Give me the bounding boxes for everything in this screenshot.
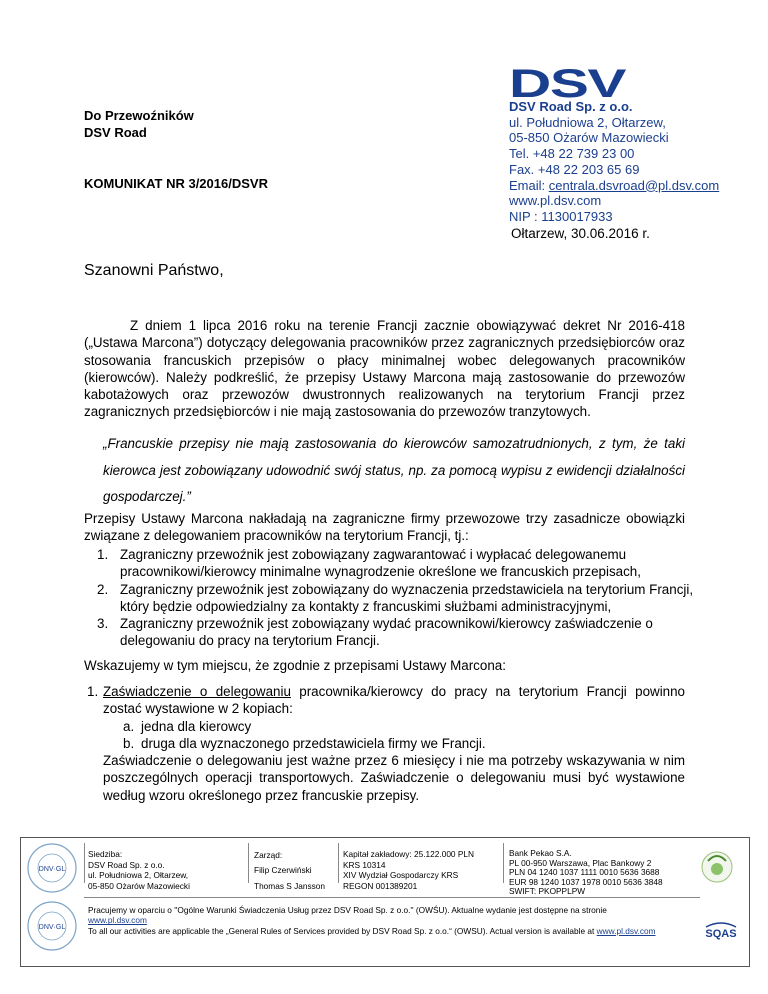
sub-text: jedna dla kierowcy bbox=[141, 719, 252, 734]
footer-note-en-line bbox=[88, 926, 708, 936]
item-underlined: Zaświadczenie o delegowaniu bbox=[103, 684, 291, 699]
company-info bbox=[509, 99, 719, 225]
footer-seat-line: 05-850 Ożarów Mazowiecki bbox=[88, 880, 190, 891]
footer-seat bbox=[88, 849, 190, 891]
divider bbox=[248, 843, 249, 883]
duties-list bbox=[84, 546, 704, 650]
list-item bbox=[84, 546, 704, 581]
footer-link-2[interactable]: www.pl.dsv.com bbox=[596, 925, 656, 936]
footer-seat-line: ul. Południowa 2, Ołtarzew, bbox=[88, 870, 189, 880]
sub-text: druga dla wyznaczonego przedstawiciela firmy we Francji. bbox=[141, 736, 486, 751]
footer-note-en: To all our activities are applicable the „General Rules of Services provided by DSV Road Sp. z o.o.“ (OWSU). Actual version is available at bbox=[88, 925, 597, 936]
item-certificate bbox=[87, 683, 686, 718]
footer-note-pl: Pracujemy w oparciu o ''Ogólne Warunki Świadczenia Usług przez DSV Road Sp. z o.o.'' (OWŚU). Aktualne wydanie jest dostępne na stronie bbox=[88, 905, 607, 915]
greeting: Szanowni Państwo, bbox=[84, 262, 224, 279]
divider bbox=[338, 843, 339, 883]
footer-bank-line: PLN 04 1240 1037 1111 0010 5636 3688 bbox=[509, 867, 660, 877]
company-nip: NIP : 1130017933 bbox=[509, 208, 613, 224]
addressee bbox=[84, 107, 194, 141]
dsv-logo-text: DSV bbox=[509, 66, 627, 100]
company-name: DSV Road Sp. z o.o. bbox=[509, 99, 633, 114]
item-continuation: Zaświadczenie o delegowaniu jest ważne przez 6 miesięcy i nie ma potrzeby wskazywania w nim poszczególnych operacji transportowych. Zaświadczenie o delegowaniu musi być wystawione według wzoru określonego przez francuskie przepisy. bbox=[103, 753, 685, 803]
badge-text-2: DNV·GL bbox=[38, 924, 66, 931]
footer-capital-line: Kapitał zakładowy: 25.122.000 PLN bbox=[343, 849, 474, 859]
dsv-logo bbox=[509, 66, 627, 100]
item-number: 1. bbox=[87, 684, 99, 699]
footer-separator bbox=[84, 897, 700, 898]
sub-letter: a. bbox=[123, 719, 135, 734]
paragraph-duties: Przepisy Ustawy Marcona nakładają na zagraniczne firmy przewozowe trzy zasadnicze obowiązki związane z delegowaniem pracowników na terytorium Francji, tj.: bbox=[84, 511, 685, 544]
footer-board-label: Zarząd: bbox=[254, 850, 283, 860]
company-email-line bbox=[509, 178, 719, 194]
sub-item-a bbox=[123, 718, 251, 735]
company-web[interactable]: www.pl.dsv.com bbox=[509, 193, 602, 209]
section-intro: Wskazujemy w tym miejscu, że zgodnie z przepisami Ustawy Marcona: bbox=[84, 658, 506, 673]
list-number: 1. bbox=[97, 547, 109, 562]
footer-seat-line: DSV Road Sp. z o.o. bbox=[88, 859, 165, 870]
footer-capital-line: XIV Wydział Gospodarczy KRS bbox=[343, 870, 459, 880]
footer-board-member: Filip Czerwiński bbox=[254, 865, 312, 875]
list-item bbox=[84, 581, 704, 616]
company-city: 05-850 Ożarów Mazowiecki bbox=[509, 130, 669, 146]
email-link[interactable]: centrala.dsvroad@pl.dsv.com bbox=[548, 177, 720, 193]
company-fax: Fax. +48 22 203 65 69 bbox=[509, 161, 640, 177]
list-number: 2. bbox=[97, 581, 109, 597]
sub-item-b bbox=[123, 735, 486, 752]
list-item bbox=[84, 615, 704, 650]
communique-number: KOMUNIKAT NR 3/2016/DSVR bbox=[84, 176, 268, 191]
footer-capital-line: KRS 10314 bbox=[343, 859, 386, 870]
email-label: Email: bbox=[509, 177, 549, 193]
item-text: pracownika/kierowcy do pracy na terytorium Francji powinno zostać wystawione w 2 kopiach: bbox=[103, 684, 686, 717]
addressee-line2: DSV Road bbox=[84, 125, 147, 140]
company-street: ul. Południowa 2, Ołtarzew, bbox=[509, 114, 666, 130]
footer-note bbox=[88, 905, 708, 936]
list-text: Zagraniczny przewoźnik jest zobowiązany wydać pracownikowi/kierowcy zaświadczenie o delegowaniu do pracy na terytorium Francji. bbox=[120, 616, 653, 649]
list-text: Zagraniczny przewoźnik jest zobowiązany zagwarantować i wypłacać delegowanemu pracownikowi/kierowcy minimalne wynagrodzenie określone we francuskich przepisach, bbox=[120, 547, 641, 580]
badge-text: DNV·GL bbox=[38, 866, 66, 873]
quote: „Francuskie przepisy nie mają zastosowania do kierowców samozatrudnionych, z tym, że taki kierowca jest zobowiązany udowodnić swój status, np. za pomocą wypisu z ewidencji działalności gospodarczej.” bbox=[103, 436, 685, 504]
footer-capital bbox=[343, 849, 474, 891]
addressee-line1: Do Przewoźników bbox=[84, 108, 194, 123]
footer-bank-line: EUR 98 1240 1037 1978 0010 5636 3848 bbox=[509, 876, 663, 887]
footer-bank bbox=[509, 849, 663, 897]
list-text: Zagraniczny przewoźnik jest zobowiązany do wyznaczenia przedstawiciela na terytorium Francji, który będzie odpowiedzialny za kontakty z francuskimi służbami administracyjnymi, bbox=[120, 581, 694, 614]
list-number: 3. bbox=[97, 616, 109, 632]
divider bbox=[84, 843, 85, 883]
company-tel: Tel. +48 22 739 23 00 bbox=[509, 146, 635, 162]
footer-capital-line: REGON 001389201 bbox=[343, 880, 418, 891]
certification-badge-icon bbox=[26, 842, 78, 894]
footer-seat-label: Siedziba: bbox=[88, 849, 123, 859]
divider bbox=[503, 843, 504, 883]
letter-date: Ołtarzew, 30.06.2016 r. bbox=[511, 226, 650, 241]
footer-bank-line: Bank Pekao S.A. bbox=[509, 848, 572, 858]
sqas-text: SQAS bbox=[705, 928, 737, 940]
paragraph-intro: Z dniem 1 lipca 2016 roku na terenie Francji zacznie obowiązywać dekret Nr 2016-418 („Ustawa Marcona”) dotyczący delegowania pracowników przez zagranicznych przedsiębiorców oraz stosowania francuskich przepisów o płacy minimalnej wobec delegowanych pracowników (kierowców). Należy podkreślić, że przepisy Ustawy Marcona mają zastosowanie do przewozów kabotażowych oraz przewozów dwustronnych realizowanych na terytorium Francji przez zagranicznych przedsiębiorców i nie mają zastosowania do przewozów tranzytowych. bbox=[84, 318, 685, 420]
ecovadis-badge-icon bbox=[700, 847, 734, 887]
sub-letter: b. bbox=[123, 736, 135, 751]
footer-link[interactable]: www.pl.dsv.com bbox=[88, 915, 147, 926]
footer-bank-line: SWIFT: PKOPPLPW bbox=[509, 886, 586, 896]
certification-badge-2-icon bbox=[26, 900, 78, 952]
footer-board-member: Thomas S Jansson bbox=[254, 881, 326, 891]
footer-board bbox=[254, 849, 325, 892]
footer-bank-line: PL 00-950 Warszawa, Plac Bankowy 2 bbox=[509, 857, 652, 868]
